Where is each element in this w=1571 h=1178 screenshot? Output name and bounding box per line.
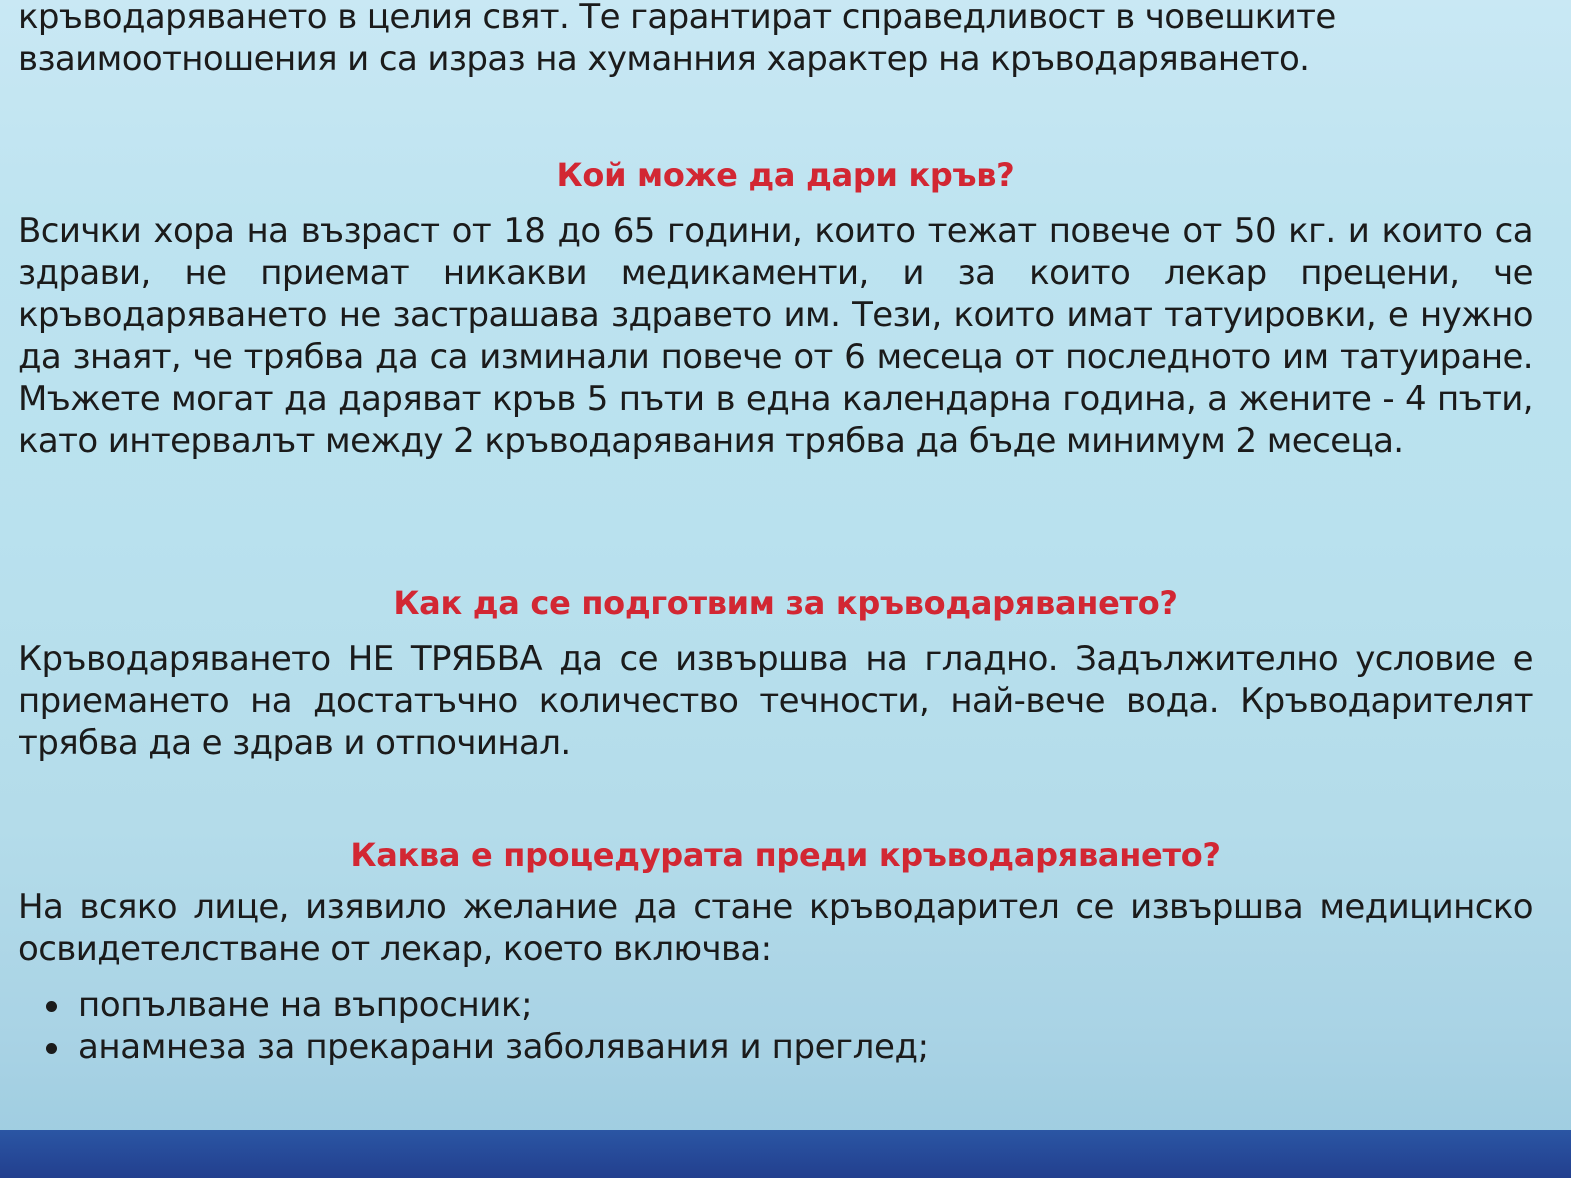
- bullet-icon: [46, 1001, 57, 1012]
- bullet-icon: [46, 1043, 57, 1054]
- intro-line-1: кръводаряването в целия свят. Те гарантират справедливост в човешките: [18, 0, 1336, 37]
- section-body-who-can-donate: Всички хора на възраст от 18 до 65 години, които тежат повече от 50 кг. и които са здрави, не приемат никакви медикаменти, и за които лекар прецени, че кръводаряването не застрашава здравето им. Тези, които имат татуировки, е нужно да знаят, че трябва да са изминали повече от 6 месеца от последното им татуиране. Мъжете могат да даряват кръв 5 пъти в една календарна година, а жените - 4 пъти, като интервалът между 2 кръводарявания трябва да бъде минимум 2 месеца.: [18, 211, 1533, 461]
- intro-line-2: взаимоотношения и са израз на хуманния характер на кръводаряването.: [18, 39, 1310, 79]
- section-heading-preparation: Как да се подготвим за кръводаряването?: [393, 584, 1178, 622]
- section-heading-who-can-donate: Кой може да дари кръв?: [556, 156, 1015, 194]
- procedure-bullet-list: [40, 984, 1520, 1068]
- list-item-text: анамнеза за прекарани заболявания и преглед;: [78, 1027, 929, 1067]
- list-item: [40, 984, 1520, 1026]
- list-item: [40, 1026, 1520, 1068]
- section-heading-procedure: Каква е процедурата преди кръводаряването?: [350, 836, 1221, 874]
- list-item-text: попълване на въпросник;: [78, 985, 533, 1025]
- section-body-procedure: На всяко лице, изявило желание да стане кръводарител се извършва медицинско освидетелстване от лекар, което включва:: [18, 887, 1533, 969]
- footer-band: [0, 1130, 1571, 1178]
- section-body-preparation: Кръводаряването НЕ ТРЯБВА да се извършва на гладно. Задължително условие е приемането на достатъчно количество течности, най-вече вода. Кръводарителят трябва да е здрав и отпочинал.: [18, 639, 1533, 763]
